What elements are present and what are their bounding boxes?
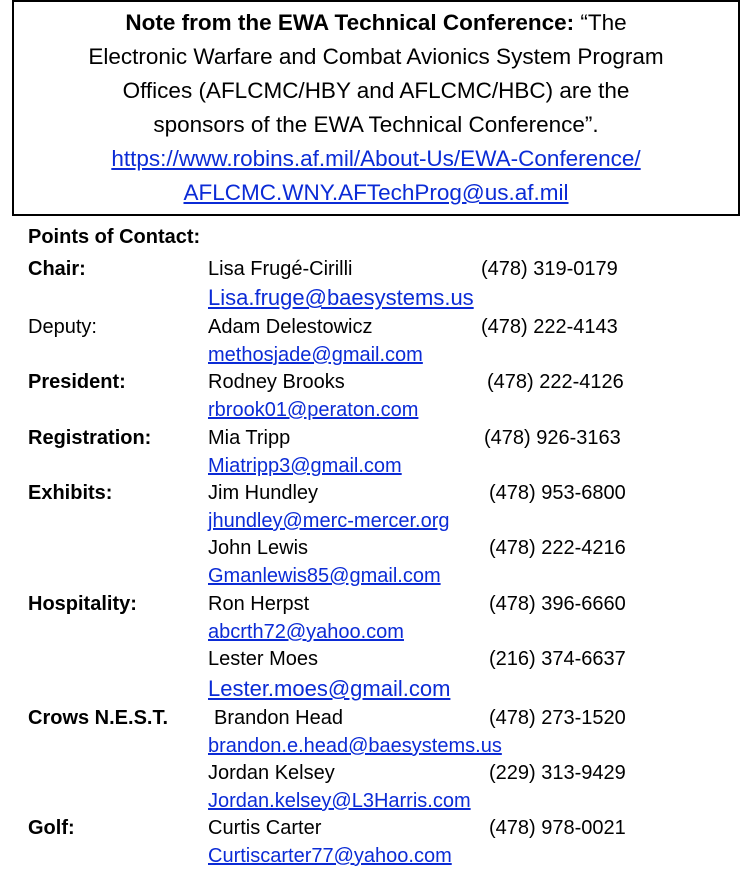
contact-name: Brandon Head [214,707,343,729]
contact-name: Curtis Carter [208,817,322,839]
note-line-2: Electronic Warfare and Combat Avionics System Program [88,44,664,69]
contact-name: Lisa Frugé-Cirilli [208,258,353,280]
contact-phone: (478) 319-0179 [481,258,618,280]
contact-role: Registration: [28,427,152,449]
contact-phone: (478) 396-6660 [489,593,626,615]
contact-email-link[interactable]: brandon.e.head@baesystems.us [208,735,502,757]
contact-email-link[interactable]: Gmanlewis85@gmail.com [208,565,441,587]
contact-name: John Lewis [208,537,309,559]
note-line-1 [14,6,738,40]
contact-phone: (478) 222-4216 [489,537,626,559]
contact-email-link[interactable]: Lisa.fruge@baesystems.us [208,285,474,310]
note-line-4: sponsors of the EWA Technical Conference”. [153,112,599,137]
contact-phone: (478) 222-4143 [481,316,618,338]
contact-phone: (478) 926-3163 [484,427,621,449]
note-quote-start: “The [574,10,627,35]
points-of-contact-heading: Points of Contact: [28,226,201,248]
contact-email-link[interactable]: Miatripp3@gmail.com [208,455,402,477]
contact-name: Jordan Kelsey [208,762,335,784]
contact-role: Golf: [28,817,75,839]
conference-url-link[interactable]: https://www.robins.af.mil/About-Us/EWA-Conference/ [111,146,641,171]
contact-role: Crows N.E.S.T. [28,707,169,729]
conference-note [12,0,740,216]
contact-phone: (478) 273-1520 [489,707,626,729]
contact-email-link[interactable]: jhundley@merc-mercer.org [208,510,450,532]
contact-phone: (216) 374-6637 [489,648,626,670]
contact-role: Exhibits: [28,482,113,504]
contact-name: Adam Delestowicz [208,316,373,338]
contact-name: Rodney Brooks [208,371,345,393]
contact-email-link[interactable]: Jordan.kelsey@L3Harris.com [208,790,471,812]
contact-name: Ron Herpst [208,593,310,615]
contact-role: Hospitality: [28,593,137,615]
contact-name: Jim Hundley [208,482,319,504]
contact-role: Chair: [28,258,86,280]
contact-phone: (478) 222-4126 [487,371,624,393]
contact-phone: (478) 978-0021 [489,817,626,839]
contact-role: President: [28,371,126,393]
contact-name: Mia Tripp [208,427,291,449]
contact-email-link[interactable]: rbrook01@peraton.com [208,399,419,421]
contact-name: Lester Moes [208,648,319,670]
contact-phone: (478) 953-6800 [489,482,626,504]
contact-phone: (229) 313-9429 [489,762,626,784]
note-line-3: Offices (AFLCMC/HBY and AFLCMC/HBC) are the [122,78,630,103]
contact-email-link[interactable]: methosjade@gmail.com [208,344,423,366]
contact-email-link[interactable]: Lester.moes@gmail.com [208,676,451,701]
contact-role: Deputy: [28,316,97,338]
note-lead: Note from the EWA Technical Conference: [125,10,575,35]
contact-email-link[interactable]: Curtiscarter77@yahoo.com [208,845,452,867]
contact-email-link[interactable]: abcrth72@yahoo.com [208,621,404,643]
conference-email-link[interactable]: AFLCMC.WNY.AFTechProg@us.af.mil [183,180,569,205]
